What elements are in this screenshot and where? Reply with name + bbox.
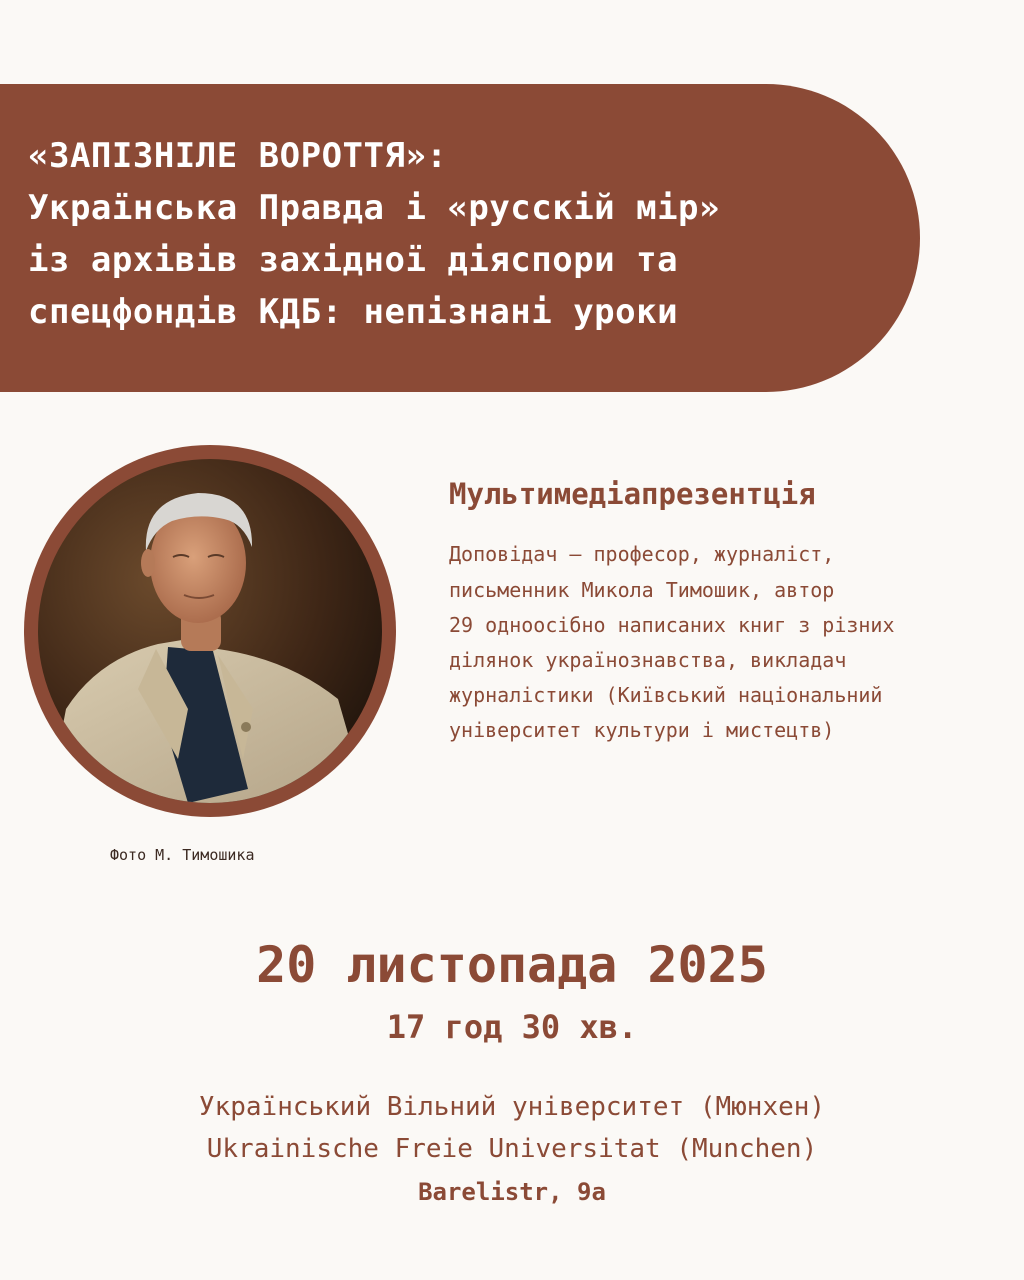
venue-name-uk: Український Вільний університет (Мюнхен): [198, 1092, 826, 1122]
title-line-1: «ЗАПІЗНІЛЕ ВОРОТТЯ»:: [28, 136, 448, 176]
speaker-bio-line: університет культури і мистецтв): [449, 718, 835, 742]
title-line-4: спецфондів КДБ: непізнані уроки: [28, 292, 679, 332]
speaker-bio-line: Доповідач – професор, журналіст,: [449, 542, 835, 566]
presentation-heading: Мультимедіапрезентція: [449, 477, 816, 511]
title-line-3: із архівів західної діяспори та: [28, 240, 679, 280]
venue-address: Barelistr, 9a: [418, 1178, 606, 1206]
speaker-bio-line: 29 одноосібно написаних книг з різних: [449, 613, 895, 637]
venue-name-de: Ukrainische Freie Universitat (Munchen): [206, 1134, 818, 1164]
speaker-photo-frame: [24, 445, 396, 817]
speaker-portrait-image: [38, 459, 382, 803]
speaker-photo: [38, 459, 382, 803]
speaker-bio-line: письменник Микола Тимошик, автор: [449, 578, 835, 602]
event-date: 20 листопада 2025: [256, 936, 768, 994]
event-time: 17 год 30 хв.: [386, 1008, 638, 1046]
photo-caption: Фото М. Тимошика: [110, 846, 255, 864]
title-banner: [0, 84, 920, 392]
speaker-bio-line: ділянок українознавства, викладач: [449, 648, 847, 672]
speaker-bio-line: журналістики (Київський національний: [449, 683, 883, 707]
title-line-2: Українська Правда і «русскій мір»: [28, 188, 721, 228]
